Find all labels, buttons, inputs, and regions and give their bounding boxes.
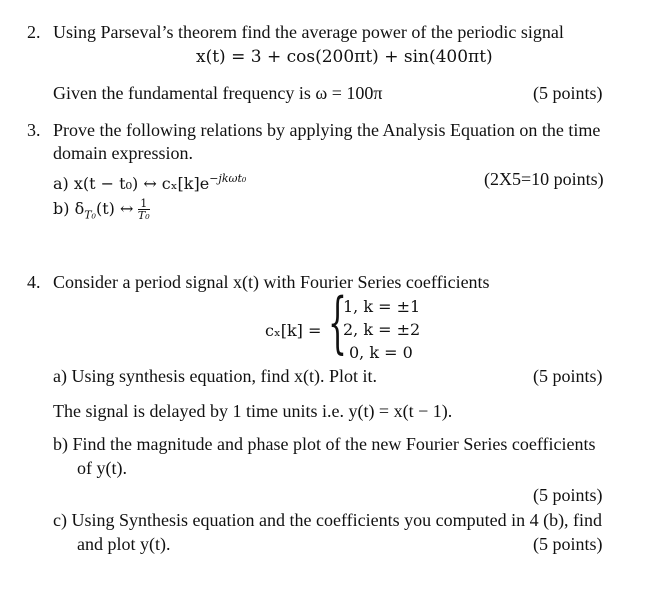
q3-b-mid: (t) ↔ (95, 199, 134, 218)
q3-a-exponent: −jkωt₀ (209, 172, 247, 185)
q4-part-a: a) Using synthesis equation, find x(t). Plot it. (53, 366, 377, 386)
q4-case3: 0, k = 0 (349, 343, 413, 362)
q3-b-sub: T₀ (84, 208, 96, 222)
q4-case2: 2, k = ±2 (343, 320, 421, 339)
q3-b-lhs: b) δ (53, 199, 85, 218)
q3-points: (2X5=10 points) (484, 169, 604, 189)
q3-number: 3. (27, 120, 41, 140)
q4-delay: The signal is delayed by 1 time units i.e. y(t) = x(t − 1). (53, 401, 453, 421)
q3-b-numerator: 1 (138, 198, 150, 210)
q4-lhs: cₓ[k] = (265, 321, 322, 340)
q2-equation: x(t) = 3 + cos(200πt) + sin(400πt) (196, 47, 493, 67)
q4-c-points: (5 points) (533, 534, 603, 554)
q3-b-fraction (138, 198, 150, 221)
q3-line2: domain expression. (53, 143, 193, 163)
q3-part-a (53, 168, 246, 195)
q3-part-b (53, 197, 150, 227)
q3-line1: Prove the following relations by applying the Analysis Equation on the time (53, 120, 601, 140)
q4-b-points: (5 points) (533, 485, 603, 505)
q2-text: Using Parseval’s theorem find the average power of the periodic signal (53, 22, 564, 42)
q4-b-line2: of y(t). (77, 458, 127, 478)
q4-a-points: (5 points) (533, 366, 603, 386)
q4-b-line1: b) Find the magnitude and phase plot of the new Fourier Series coefficients (53, 434, 596, 454)
q4-brace: { (328, 284, 347, 361)
q3-b-denominator: T₀ (137, 209, 150, 223)
q4-c-line2: and plot y(t). (77, 534, 171, 554)
q2-number: 2. (27, 22, 41, 42)
q2-given: Given the fundamental frequency is ω = 100π (53, 83, 383, 103)
q4-c-line1: c) Using Synthesis equation and the coefficients you computed in 4 (b), find (53, 510, 603, 530)
q4-number: 4. (27, 272, 41, 292)
q4-case1: 1, k = ±1 (343, 297, 421, 316)
q2-points: (5 points) (533, 83, 603, 103)
q3-a-expr: a) x(t − t₀) ↔ cₓ[k]e (53, 174, 210, 193)
q4-text: Consider a period signal x(t) with Fourier Series coefficients (53, 272, 490, 292)
